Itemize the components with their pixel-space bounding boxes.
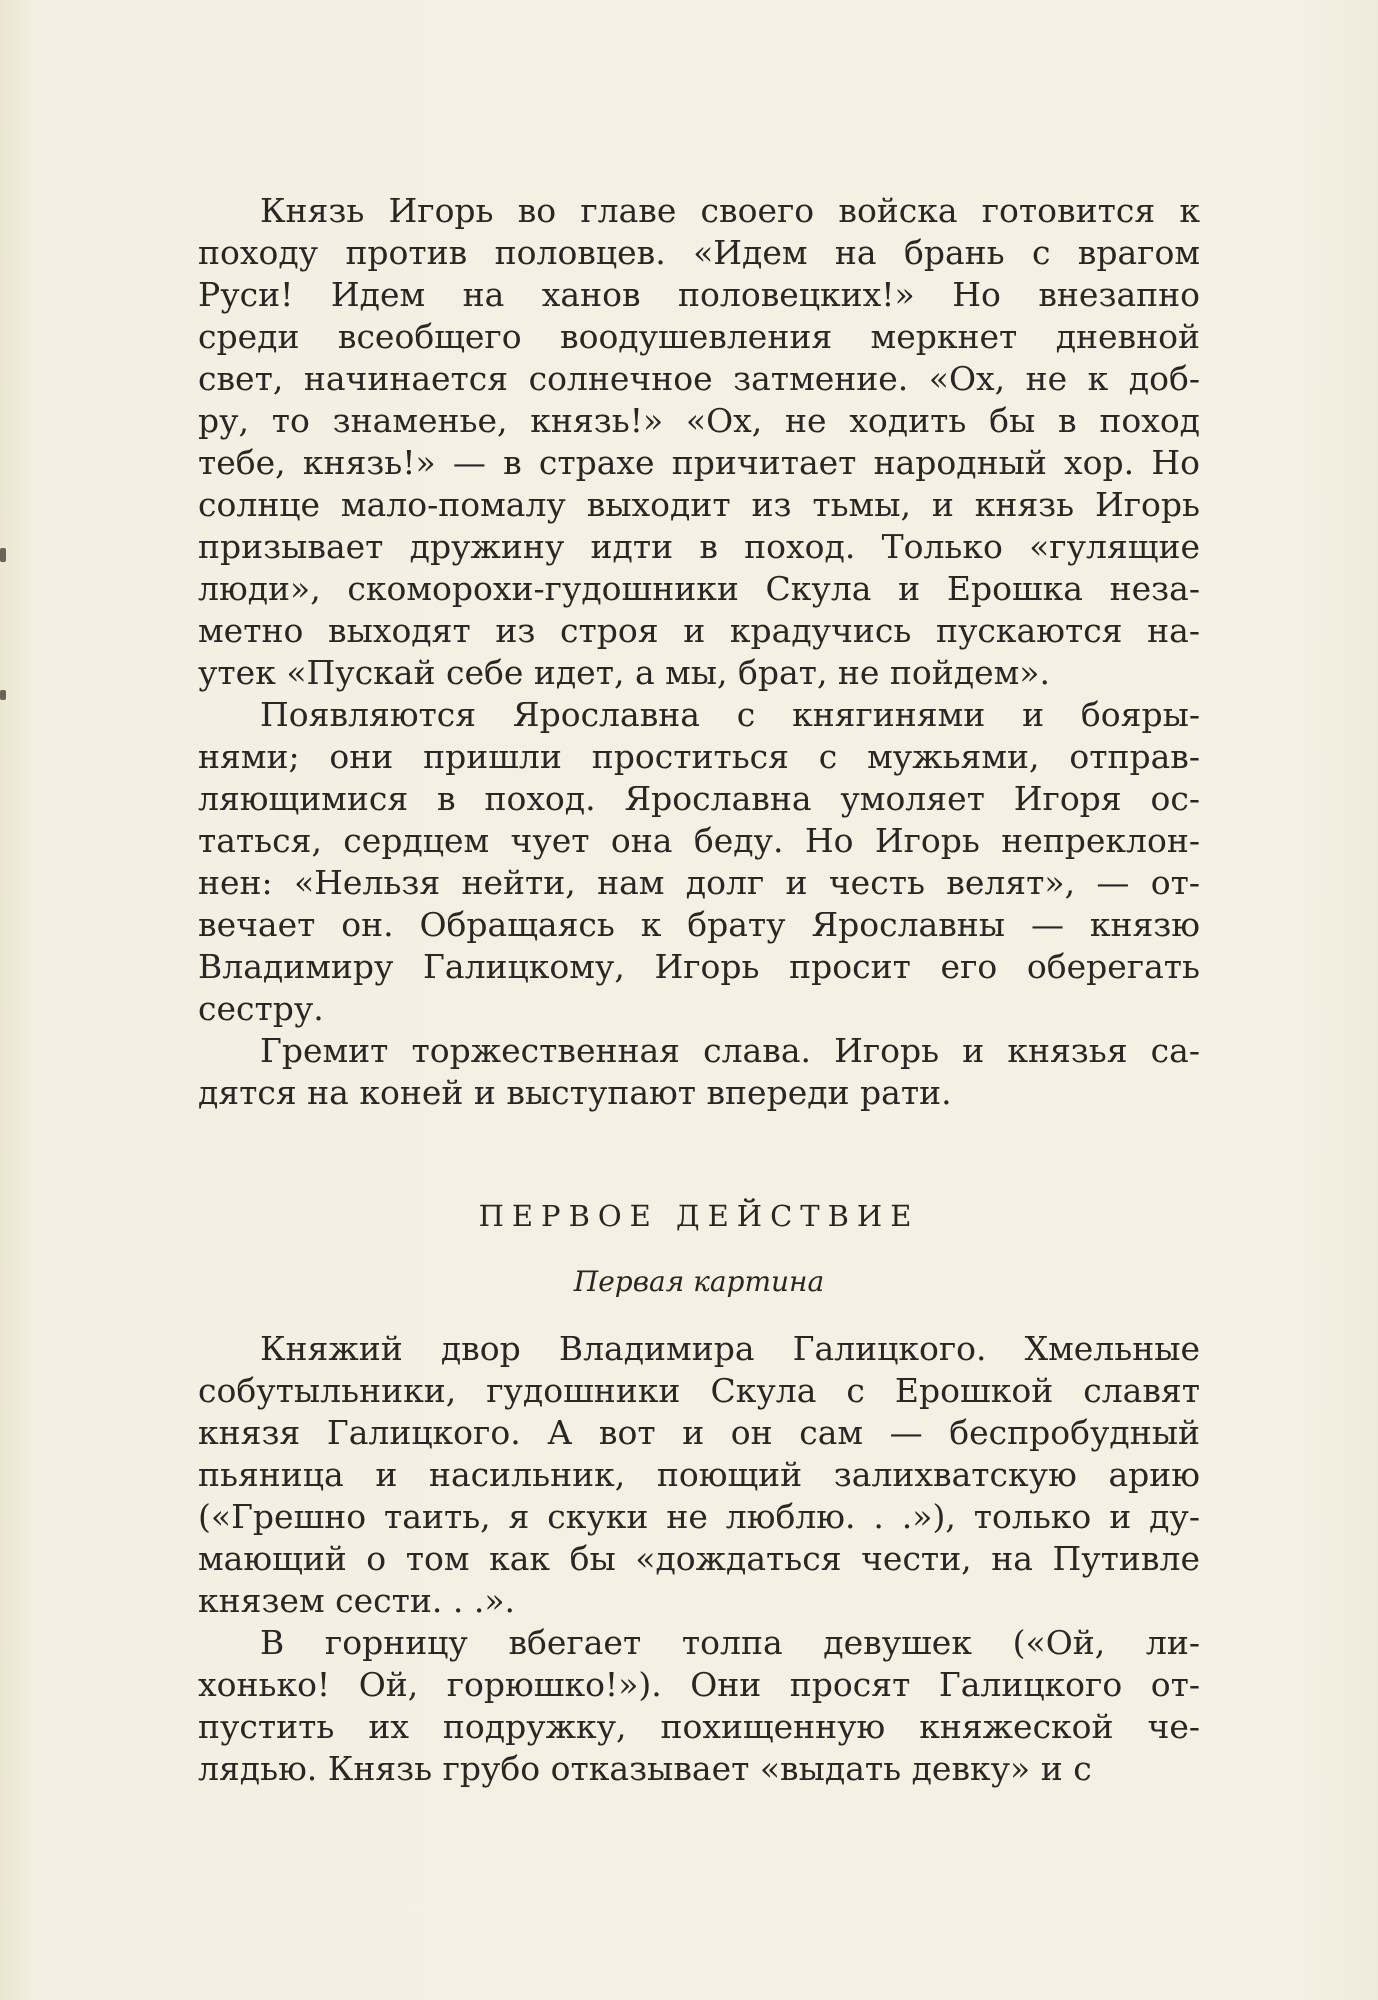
binding-mark [0,690,6,700]
text-line: вечает он. Обращаясь к брату Ярославны — князю [198,905,1200,944]
text-line: лядью. Князь грубо отказывает «выдать девку» и с [198,1749,1092,1788]
text-line: дятся на коней и выступают впереди рати. [198,1073,952,1112]
text-line: пустить их подружку, похищенную княжеской че- [198,1707,1200,1746]
paragraph [198,1030,1200,1114]
text-line: Князь Игорь во главе своего войска готовится к [260,191,1200,230]
text-line: свет, начинается солнечное затмение. «Ох, не к доб- [198,359,1200,398]
text-line: Руси! Идем на ханов половецких!» Но внезапно [198,275,1200,314]
text-line: ляющимися в поход. Ярославна умоляет Игоря ос- [198,779,1200,818]
text-line: среди всеобщего воодушевления меркнет дневной [198,317,1200,356]
text-line: сестру. [198,989,324,1028]
text-line: солнце мало-помалу выходит из тьмы, и князь Игорь [198,485,1200,524]
text-line: князем сести. . .». [198,1581,515,1620]
paragraph [198,1622,1200,1790]
scene-heading: Первая картина [573,1265,825,1298]
text-line: призывает дружину идти в поход. Только «гулящие [198,527,1200,566]
text-line: Владимиру Галицкому, Игорь просит его оберегать [198,947,1200,986]
text-line: походу против половцев. «Идем на брань с врагом [198,233,1200,272]
text-line: утек «Пускай себе идет, а мы, брат, не пойдем». [198,653,1050,692]
text-line: («Грешно таить, я скуки не люблю. . .»), только и ду- [198,1497,1200,1536]
text-line: Появляются Ярославна с княгинями и бояры- [260,695,1200,734]
text-line: тебе, князь!» — в страхе причитает народный хор. Но [198,443,1200,482]
paragraph [198,694,1200,1030]
synopsis-prologue [198,190,1200,1114]
synopsis-act-one [198,1328,1200,1790]
text-line: таться, сердцем чует она беду. Но Игорь непреклон- [198,821,1200,860]
paragraph [198,190,1200,694]
text-line: ру, то знаменье, князь!» «Ох, не ходить бы в поход [198,401,1200,440]
text-line: люди», скоморохи-гудошники Скула и Ерошка неза- [198,569,1200,608]
text-line: хонько! Ой, горюшко!»). Они просят Галицкого от- [198,1665,1200,1704]
text-line: пьяница и насильник, поющий залихватскую арию [198,1455,1200,1494]
text-line: мающий о том как бы «дождаться чести, на Путивле [198,1539,1200,1578]
text-line: князя Галицкого. А вот и он сам — беспробудный [198,1413,1200,1452]
act-heading: ПЕРВОЕ ДЕЙСТВИЕ [478,1199,920,1233]
text-line: Княжий двор Владимира Галицкого. Хмельные [260,1329,1200,1368]
binding-mark [0,548,6,562]
text-line: нен: «Нельзя нейти, нам долг и честь велят», — от- [198,863,1200,902]
text-line: нями; они пришли проститься с мужьями, отправ- [198,737,1200,776]
text-line: В горницу вбегает толпа девушек («Ой, ли- [260,1623,1200,1662]
paragraph [198,1328,1200,1622]
text-line: метно выходят из строя и крадучись пускаются на- [198,611,1200,650]
text-line: Гремит торжественная слава. Игорь и князья са- [260,1031,1200,1070]
text-line: собутыльники, гудошники Скула с Ерошкой славят [198,1371,1200,1410]
